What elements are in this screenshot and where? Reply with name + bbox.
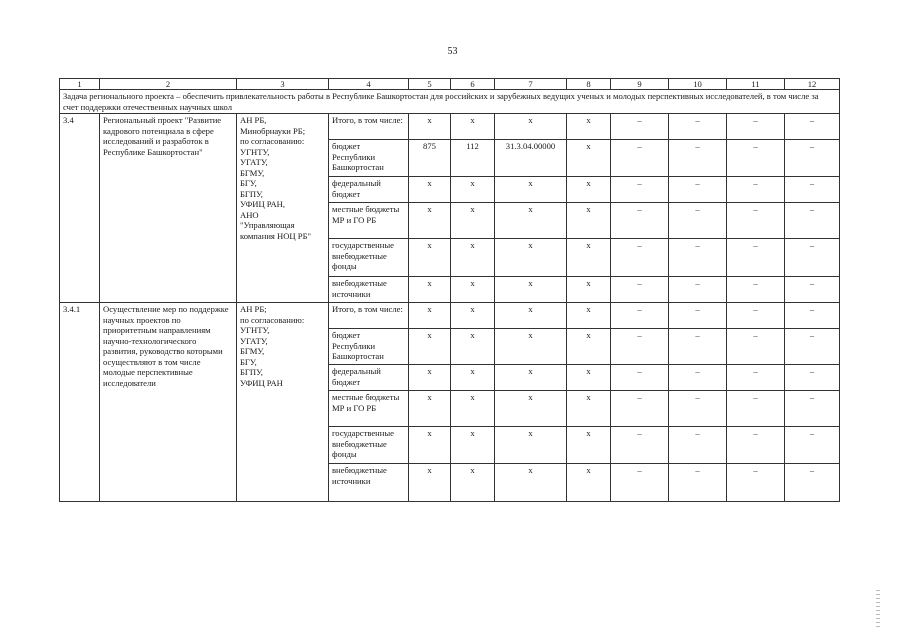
executor: УГАТУ, xyxy=(240,335,268,346)
header-cell: 10 xyxy=(669,79,727,90)
value-cell-c5: x xyxy=(409,391,451,427)
scan-artifact xyxy=(876,590,880,630)
value-cell-c11: – xyxy=(727,303,785,329)
value-cell-c8: x xyxy=(567,365,611,391)
executor: БГМУ, xyxy=(240,167,265,178)
value-cell-c8: x xyxy=(567,464,611,502)
value-cell-c7: 31.3.04.00000 xyxy=(495,140,567,177)
executor: АН РБ, xyxy=(240,115,267,126)
funding-source: местные бюджеты МР и ГО РБ xyxy=(329,391,409,427)
value-cell-c11: – xyxy=(727,140,785,177)
value-cell-c5: x xyxy=(409,239,451,277)
value-cell-c12: – xyxy=(785,391,840,427)
value-cell-c11: – xyxy=(727,464,785,502)
value-cell-c7: x xyxy=(495,203,567,239)
funding-source: внебюджетные источники xyxy=(329,277,409,303)
value-cell-c8: x xyxy=(567,329,611,365)
value-cell-c11: – xyxy=(727,203,785,239)
executors-cell xyxy=(237,114,329,303)
value-cell-c10: – xyxy=(669,114,727,140)
value-cell-c7: x xyxy=(495,365,567,391)
value-cell-c5: 875 xyxy=(409,140,451,177)
page-number: 53 xyxy=(447,46,458,57)
value-cell-c12: – xyxy=(785,464,840,502)
header-cell: 6 xyxy=(451,79,495,90)
value-cell-c9: – xyxy=(611,239,669,277)
value-cell-c5: x xyxy=(409,177,451,203)
header-cell: 1 xyxy=(60,79,100,90)
executor: по согласованию: xyxy=(240,314,305,325)
value-cell-c5: x xyxy=(409,277,451,303)
value-cell-c10: – xyxy=(669,464,727,502)
value-cell-c10: – xyxy=(669,365,727,391)
value-cell-c6: x xyxy=(451,329,495,365)
value-cell-c5: x xyxy=(409,114,451,140)
value-cell-c6: x xyxy=(451,365,495,391)
executor: УГАТУ, xyxy=(240,157,268,168)
value-cell-c5: x xyxy=(409,427,451,464)
funding-source: федеральный бюджет xyxy=(329,365,409,391)
value-cell-c6: x xyxy=(451,427,495,464)
value-cell-c6: x xyxy=(451,277,495,303)
value-cell-c9: – xyxy=(611,177,669,203)
value-cell-c12: – xyxy=(785,239,840,277)
value-cell-c11: – xyxy=(727,391,785,427)
header-row xyxy=(60,79,840,90)
header-cell: 5 xyxy=(409,79,451,90)
task-row xyxy=(60,90,840,114)
item-number: 3.4.1 xyxy=(60,303,100,502)
funding-source: внебюджетные источники xyxy=(329,464,409,502)
funding-source: Итого, в том числе: xyxy=(329,114,409,140)
funding-source: федеральный бюджет xyxy=(329,177,409,203)
value-cell-c8: x xyxy=(567,177,611,203)
value-cell-c11: – xyxy=(727,114,785,140)
value-cell-c11: – xyxy=(727,277,785,303)
value-cell-c7: x xyxy=(495,391,567,427)
value-cell-c12: – xyxy=(785,203,840,239)
value-cell-c8: x xyxy=(567,391,611,427)
value-cell-c10: – xyxy=(669,277,727,303)
value-cell-c8: x xyxy=(567,203,611,239)
value-cell-c7: x xyxy=(495,177,567,203)
value-cell-c12: – xyxy=(785,427,840,464)
value-cell-c7: x xyxy=(495,114,567,140)
value-cell-c6: x xyxy=(451,391,495,427)
value-cell-c10: – xyxy=(669,140,727,177)
funding-source: государственные внебюджетные фонды xyxy=(329,239,409,277)
value-cell-c6: x xyxy=(451,239,495,277)
executors-cell xyxy=(237,303,329,502)
value-cell-c8: x xyxy=(567,427,611,464)
value-cell-c12: – xyxy=(785,365,840,391)
value-cell-c10: – xyxy=(669,177,727,203)
value-cell-c10: – xyxy=(669,329,727,365)
value-cell-c11: – xyxy=(727,427,785,464)
item-name: Осуществление мер по поддержке научных проектов по приоритетным направлениям научно-технологического развития, руководство которыми осуществляют в том числе молодые перспективные исследователи xyxy=(100,303,237,502)
value-cell-c6: x xyxy=(451,203,495,239)
header-cell: 8 xyxy=(567,79,611,90)
executor: БГПУ, xyxy=(240,188,263,199)
value-cell-c10: – xyxy=(669,239,727,277)
executor: по согласованию: xyxy=(240,136,305,147)
value-cell-c7: x xyxy=(495,277,567,303)
executor: АН РБ; xyxy=(240,304,267,315)
value-cell-c12: – xyxy=(785,277,840,303)
funding-source: местные бюджеты МР и ГО РБ xyxy=(329,203,409,239)
executor: УГНТУ, xyxy=(240,325,270,336)
value-cell-c7: x xyxy=(495,427,567,464)
executor: АНО xyxy=(240,209,259,220)
value-cell-c8: x xyxy=(567,114,611,140)
value-cell-c12: – xyxy=(785,303,840,329)
value-cell-c7: x xyxy=(495,239,567,277)
value-cell-c8: x xyxy=(567,303,611,329)
funding-source: государственные внебюджетные фонды xyxy=(329,427,409,464)
value-cell-c12: – xyxy=(785,177,840,203)
value-cell-c9: – xyxy=(611,114,669,140)
value-cell-c8: x xyxy=(567,277,611,303)
table-row xyxy=(60,114,840,140)
executor: БГУ, xyxy=(240,356,257,367)
value-cell-c10: – xyxy=(669,203,727,239)
value-cell-c9: – xyxy=(611,203,669,239)
value-cell-c6: x xyxy=(451,114,495,140)
item-name: Региональный проект "Развитие кадрового потенциала в сфере исследований и разработок в Республике Башкортостан" xyxy=(100,114,237,303)
value-cell-c12: – xyxy=(785,329,840,365)
value-cell-c10: – xyxy=(669,303,727,329)
value-cell-c12: – xyxy=(785,114,840,140)
budget-table xyxy=(59,78,840,502)
value-cell-c6: x xyxy=(451,464,495,502)
value-cell-c10: – xyxy=(669,391,727,427)
value-cell-c11: – xyxy=(727,177,785,203)
value-cell-c7: x xyxy=(495,303,567,329)
value-cell-c9: – xyxy=(611,365,669,391)
value-cell-c9: – xyxy=(611,277,669,303)
value-cell-c8: x xyxy=(567,140,611,177)
executor: УФИЦ РАН xyxy=(240,377,283,388)
value-cell-c11: – xyxy=(727,365,785,391)
value-cell-c9: – xyxy=(611,140,669,177)
value-cell-c11: – xyxy=(727,329,785,365)
task-text: Задача регионального проекта – обеспечить привлекательность работы в Республике Башкортостан для российских и зарубежных ведущих ученых и молодых перспективных исследователей, в том числе за счет поддержки отечественных научных школ xyxy=(60,90,840,114)
funding-source: Итого, в том числе: xyxy=(329,303,409,329)
header-cell: 2 xyxy=(100,79,237,90)
value-cell-c9: – xyxy=(611,464,669,502)
executor: "Управляющая компания НОЦ РБ" xyxy=(240,220,312,241)
value-cell-c10: – xyxy=(669,427,727,464)
executor: БГМУ, xyxy=(240,346,265,357)
funding-source: бюджет Республики Башкортостан xyxy=(329,329,409,365)
value-cell-c5: x xyxy=(409,203,451,239)
executor: БГУ, xyxy=(240,178,257,189)
value-cell-c9: – xyxy=(611,427,669,464)
value-cell-c7: x xyxy=(495,464,567,502)
executor: Минобрнауки РБ; xyxy=(240,125,306,136)
table-row xyxy=(60,303,840,329)
funding-source: бюджет Республики Башкортостан xyxy=(329,140,409,177)
value-cell-c11: – xyxy=(727,239,785,277)
value-cell-c8: x xyxy=(567,239,611,277)
value-cell-c6: x xyxy=(451,303,495,329)
value-cell-c9: – xyxy=(611,391,669,427)
header-cell: 12 xyxy=(785,79,840,90)
header-cell: 9 xyxy=(611,79,669,90)
item-number: 3.4 xyxy=(60,114,100,303)
header-cell: 4 xyxy=(329,79,409,90)
value-cell-c5: x xyxy=(409,464,451,502)
header-cell: 3 xyxy=(237,79,329,90)
value-cell-c9: – xyxy=(611,303,669,329)
header-cell: 11 xyxy=(727,79,785,90)
value-cell-c6: 112 xyxy=(451,140,495,177)
header-cell: 7 xyxy=(495,79,567,90)
value-cell-c6: x xyxy=(451,177,495,203)
value-cell-c5: x xyxy=(409,303,451,329)
value-cell-c5: x xyxy=(409,329,451,365)
value-cell-c7: x xyxy=(495,329,567,365)
executor: БГПУ, xyxy=(240,367,263,378)
executor: УФИЦ РАН, xyxy=(240,199,286,210)
value-cell-c12: – xyxy=(785,140,840,177)
executor: УГНТУ, xyxy=(240,146,270,157)
value-cell-c9: – xyxy=(611,329,669,365)
value-cell-c5: x xyxy=(409,365,451,391)
